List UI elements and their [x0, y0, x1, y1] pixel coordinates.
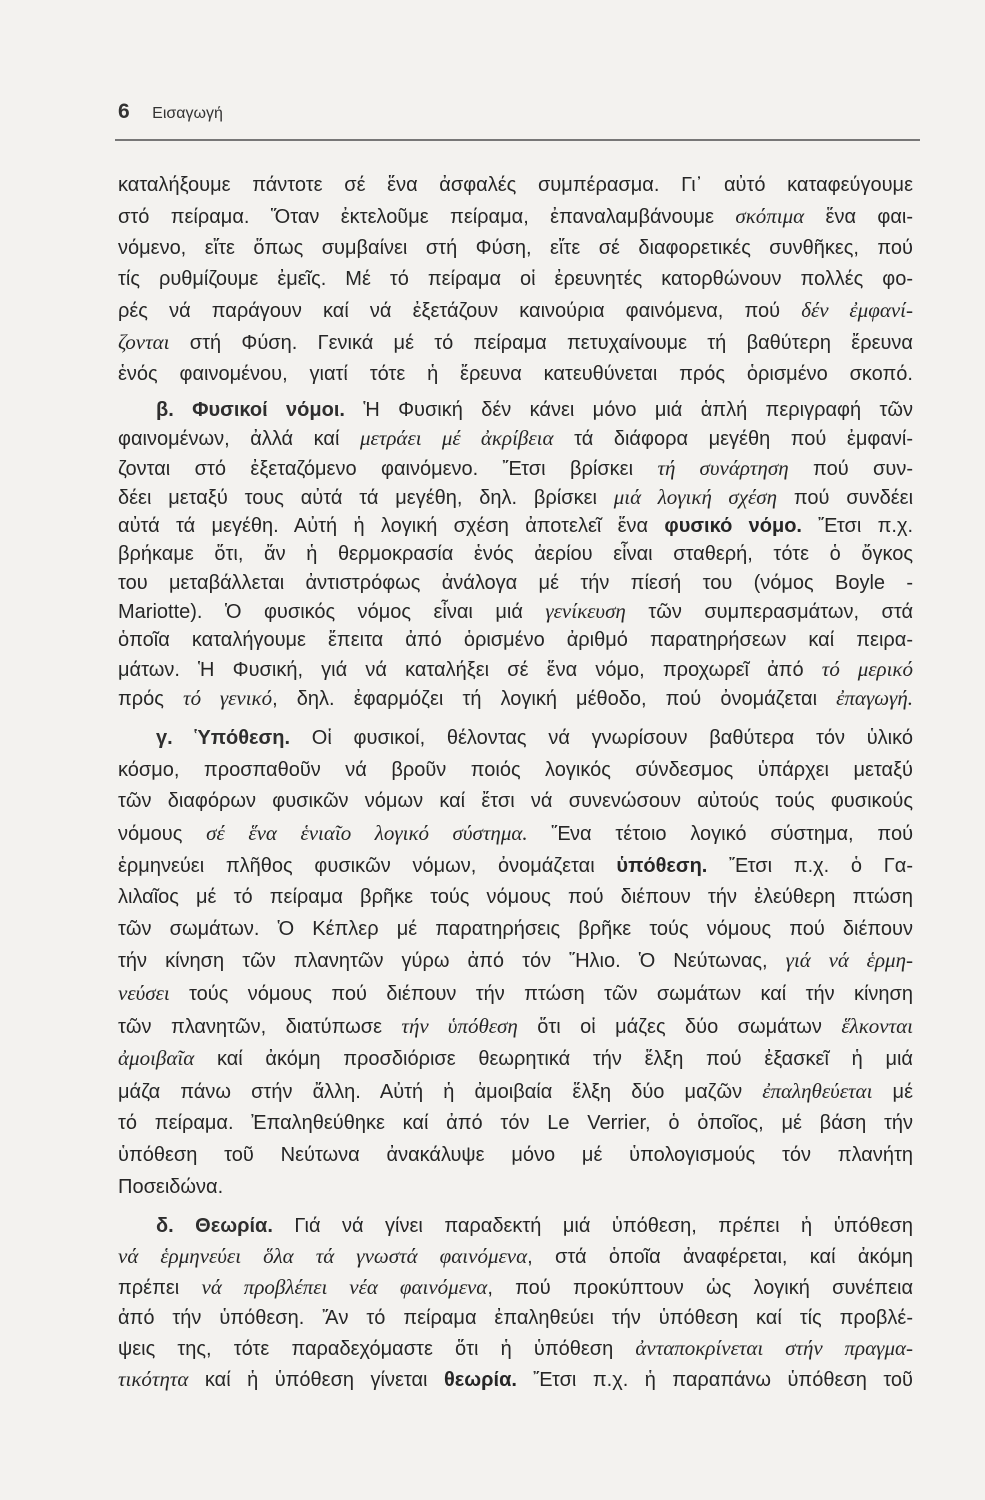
- text-line: [118, 1140, 913, 1172]
- italic-text: ἕλκονται: [841, 1013, 913, 1038]
- text-line: [118, 540, 913, 568]
- text-run: στό πείραμα. Ὅταν ἐκτελοῦμε πείραμα, ἐπαναλαμβάνουμε: [118, 206, 736, 228]
- text-line: [118, 201, 913, 233]
- italic-text: ἀμοιβαῖα: [118, 1046, 195, 1071]
- text-line: [118, 978, 913, 1011]
- header-rule: [115, 139, 920, 141]
- text-run: τούς νόμους πού διέπουν τήν πτώση τῶν σωμάτων καί τήν κίνηση: [169, 983, 913, 1006]
- text-run: πού συν-: [788, 457, 913, 480]
- text-line: [118, 723, 913, 755]
- text-line: [118, 454, 913, 483]
- text-line: [118, 882, 913, 914]
- text-line: [118, 1303, 913, 1333]
- text-line: [118, 1272, 913, 1303]
- text-line: [118, 655, 913, 684]
- text-line: [118, 914, 913, 946]
- text-run: ψεις της, τότε παραδεχόμαστε ὅτι ἡ ὑπόθεση: [118, 1338, 636, 1361]
- text-run: πρός: [118, 687, 184, 710]
- text-line: [118, 1211, 913, 1241]
- text-run: καί ἀκόμη προσδιόρισε θεωρητικά τήν ἕλξη πού ἐξασκεῖ ἡ μιά: [194, 1048, 913, 1071]
- text-run: τό πείραμα. Ἐπαληθεύθηκε καί ἀπό τόν Le Verrier, ὁ ὁποῖος, μέ βάση τήν: [118, 1112, 913, 1135]
- text-run: Οἱ φυσικοί, θέλοντας νά γνωρίσουν βαθύτερα τόν ὑλικό: [290, 727, 913, 750]
- text-line: [118, 597, 913, 626]
- italic-text: νεύσει: [118, 981, 170, 1006]
- section-heading: δ. Θεωρία.: [156, 1215, 273, 1238]
- text-run: νόμους: [118, 823, 207, 846]
- italic-text: μετράει μέ ἀκρίβεια: [360, 426, 554, 451]
- italic-text: ζονται: [118, 330, 170, 354]
- bold-term: φυσικό νόμο.: [664, 515, 802, 538]
- text-line: [118, 396, 913, 424]
- text-run: φαινομένων, ἀλλά καί: [118, 428, 361, 451]
- bold-term: θεωρία.: [443, 1369, 517, 1392]
- paragraph: [118, 396, 913, 713]
- italic-text: μιά λογική σχέση: [613, 484, 778, 509]
- italic-text: γενίκευση: [545, 599, 626, 624]
- paragraph: [118, 170, 913, 390]
- page-body: [118, 170, 913, 1395]
- italic-text: σέ ἕνα ἑνιαῖο λογικό σύστημα.: [206, 821, 528, 846]
- text-run: δέει μεταξύ τους αὐτά τά μεγέθη, δηλ. βρίσκει: [118, 486, 614, 509]
- text-run: τήν κίνηση τῶν πλανητῶν γύρω ἀπό τόν Ἥλιο. Ὁ Νεύτωνας,: [118, 950, 786, 973]
- chapter-title: Εισαγωγή: [152, 105, 223, 122]
- text-line: [118, 1011, 913, 1044]
- text-run: Γιά νά γίνει παραδεκτή μιά ὑπόθεση, πρέπει ἡ ὑπόθεση: [272, 1215, 913, 1238]
- text-line: [118, 264, 913, 295]
- text-line: [118, 818, 913, 851]
- text-run: μέ: [872, 1080, 913, 1103]
- text-line: [118, 512, 913, 540]
- text-run: καταλήξουμε πάντοτε σέ ἕνα ἀσφαλές συμπέρασμα. Γι᾽ αὐτό καταφεύγουμε: [118, 174, 913, 196]
- italic-text: δέν ἐμφανί-: [801, 298, 913, 322]
- section-heading: γ. Ὑπόθεση.: [156, 727, 291, 750]
- text-run: πρέπει: [118, 1277, 202, 1300]
- text-line: [118, 327, 913, 359]
- text-run: ὑπόθεση τοῦ Νεύτωνα ἀνακάλυψε μόνο μέ ὑπολογισμούς τόν πλανήτη: [118, 1143, 913, 1166]
- text-run: Ἔτσι π.χ. ὁ Γα-: [707, 854, 913, 877]
- italic-text: νά προβλέπει νέα φαινόμενα: [201, 1275, 488, 1300]
- text-line: [118, 786, 913, 818]
- text-run: τίς ρυθμίζουμε ἐμεῖς. Μέ τό πείραμα οἱ ἐρευνητές κατορθώνουν πολλές φο-: [118, 268, 913, 290]
- text-run: ρές νά παράγουν καί νά ἐξετάζουν καινούρια φαινόμενα, πού: [118, 300, 802, 322]
- italic-text: σκόπιμα: [735, 204, 805, 228]
- text-run: λιλαῖος μέ τό πείραμα βρῆκε τούς νόμους πού διέπουν τήν ἐλεύθερη πτώση: [118, 886, 913, 909]
- text-run: ἑνός φαινομένου, γιατί τότε ἡ ἔρευνα κατευθύνεται πρός ὁρισμένο σκοπό.: [118, 363, 913, 385]
- text-run: τῶν συμπερασμάτων, στά: [625, 601, 913, 624]
- text-run: τῶν πλανητῶν, διατύπωσε: [118, 1015, 402, 1038]
- italic-text: ἀνταποκρίνεται στήν πραγμα-: [635, 1336, 913, 1361]
- text-line: [118, 684, 913, 713]
- text-line: [118, 1333, 913, 1364]
- text-run: μάτων. Ἡ Φυσική, γιά νά καταλήξει σέ ἕνα νόμο, προχωρεῖ ἀπό: [118, 658, 822, 681]
- text-line: [118, 424, 913, 453]
- text-run: ἀπό τήν ὑπόθεση. Ἄν τό πείραμα ἐπαληθεύει τήν ὑπόθεση καί τίς προβλέ-: [118, 1307, 913, 1330]
- text-run: Ἔτσι π.χ. ἡ παραπάνω ὑπόθεση τοῦ: [516, 1369, 913, 1392]
- text-line: [118, 755, 913, 787]
- bold-term: ὑπόθεση.: [616, 854, 708, 877]
- text-line: [118, 483, 913, 512]
- text-run: ζονται στό ἐξεταζόμενο φαινόμενο. Ἔτσι βρίσκει: [118, 457, 658, 480]
- text-run: ὁποῖα καταλήγουμε ἔπειτα ἀπό ὁρισμένο ἀριθμό παρατηρήσεων καί πειρα-: [118, 629, 913, 652]
- italic-text: τή συνάρτηση: [657, 455, 789, 480]
- text-run: ὅτι οἱ μάζες δύο σωμάτων: [517, 1015, 842, 1038]
- text-run: ἕνα φαι-: [804, 206, 913, 228]
- italic-text: νά ἑρμηνεύει ὅλα τά γνωστά φαινόμενα: [118, 1244, 528, 1269]
- text-run: τῶν διαφόρων φυσικῶν νόμων καί ἔτσι νά συνενώσουν αὐτούς τούς φυσικούς: [118, 790, 913, 813]
- italic-text: τικότητα: [118, 1367, 189, 1392]
- text-line: [118, 1172, 913, 1204]
- text-run: κόσμο, προσπαθοῦν νά βροῦν ποιός λογικός σύνδεσμος ὑπάρχει μεταξύ: [118, 758, 913, 781]
- italic-text: γιά νά ἑρμη-: [785, 948, 913, 973]
- text-line: [118, 1108, 913, 1140]
- italic-text: ἐπαγωγή.: [836, 685, 913, 710]
- italic-text: τό μερικό: [821, 656, 913, 681]
- section-heading: β. Φυσικοί νόμοι.: [156, 399, 345, 421]
- text-run: καί ἡ ὑπόθεση γίνεται: [188, 1369, 444, 1392]
- text-run: τῶν σωμάτων. Ὁ Κέπλερ μέ παρατηρήσεις βρῆκε τούς νόμους πού διέπουν: [118, 917, 913, 940]
- text-line: [118, 569, 913, 597]
- paragraph: [118, 723, 913, 1203]
- text-line: [118, 295, 913, 327]
- text-run: , πού προκύπτουν ὡς λογική συνέπεια: [487, 1277, 913, 1300]
- text-run: τά διάφορα μεγέθη πού ἐμφανί-: [553, 428, 913, 451]
- text-line: [118, 626, 913, 654]
- text-run: Mariotte). Ὁ φυσικός νόμος εἶναι μιά: [118, 601, 546, 624]
- text-run: , στά ὁποῖα ἀναφέρεται, καί ἀκόμη: [527, 1246, 913, 1269]
- text-run: αὐτά τά μεγέθη. Αὐτή ἡ λογική σχέση ἀποτελεῖ ἕνα: [118, 515, 665, 538]
- text-run: Ἔτσι π.χ.: [801, 515, 913, 538]
- text-run: Ἕνα τέτοιο λογικό σύστημα, πού: [527, 823, 913, 846]
- text-line: [118, 233, 913, 264]
- italic-text: τό γενικό: [183, 685, 273, 710]
- italic-text: τήν ὑπόθεση: [401, 1013, 518, 1038]
- text-line: [118, 359, 913, 390]
- text-line: [118, 1364, 913, 1395]
- paragraph: [118, 1211, 913, 1395]
- text-run: , δηλ. ἐφαρμόζει τή λογική μέθοδο, πού ὀνομάζεται: [272, 687, 837, 710]
- text-run: νόμενο, εἴτε ὅπως συμβαίνει στή Φύση, εἴτε σέ διαφορετικές συνθῆκες, πού: [118, 237, 913, 259]
- text-line: [118, 1076, 913, 1109]
- text-run: πού συνδέει: [777, 486, 913, 509]
- text-run: του μεταβάλλεται ἀντιστρόφως ἀνάλογα μέ τήν πίεσή του (νόμος Boyle -: [118, 571, 913, 594]
- text-run: στή Φύση. Γενικά μέ τό πείραμα πετυχαίνουμε τή βαθύτερη ἔρευνα: [169, 332, 913, 354]
- page-number: 6: [118, 100, 130, 123]
- text-run: Ποσειδώνα.: [118, 1175, 224, 1198]
- text-line: [118, 945, 913, 978]
- text-run: βρήκαμε ὅτι, ἄν ἡ θερμοκρασία ἑνός ἀερίου εἶναι σταθερή, τότε ὁ ὄγκος: [118, 543, 913, 566]
- text-run: μάζα πάνω στήν ἄλλη. Αὐτή ἡ ἀμοιβαία ἕλξη δύο μαζῶν: [118, 1080, 763, 1103]
- text-run: Ἡ Φυσική δέν κάνει μόνο μιά ἁπλή περιγραφή τῶν: [344, 399, 913, 421]
- text-run: ἑρμηνεύει πλῆθος φυσικῶν νόμων, ὀνομάζεται: [118, 854, 617, 877]
- italic-text: ἐπαληθεύεται: [762, 1078, 873, 1103]
- text-line: [118, 851, 913, 883]
- text-line: [118, 170, 913, 201]
- running-header: [118, 100, 223, 124]
- text-line: [118, 1241, 913, 1272]
- text-line: [118, 1043, 913, 1076]
